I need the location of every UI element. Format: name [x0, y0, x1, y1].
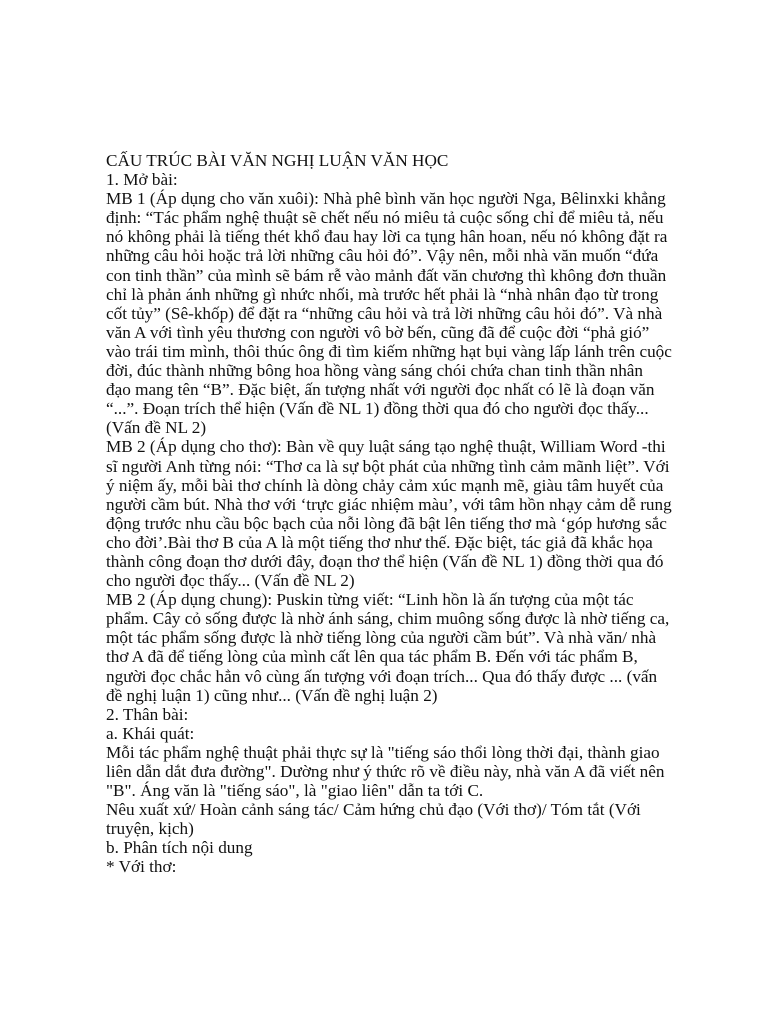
paragraph-khai-quat: Mỗi tác phẩm nghệ thuật phải thực sự là "tiếng sáo thổi lòng thời đại, thành giao liên dẫn dắt đưa đường". Dường như ý thức rõ về điều này, nhà văn A đã viết nên "B". Áng văn là "tiếng sáo", là "giao liên" dẫn ta tới C.	[106, 742, 665, 801]
paragraph-mb2-tho: MB 2 (Áp dụng cho thơ): Bàn về quy luật sáng tạo nghệ thuật, William Word -thi sĩ người Anh từng nói: “Thơ ca là sự bột phát của những tình cảm mãnh liệt”. Với ý niệm ấy, mỗi bài thơ chính là dòng chảy cảm xúc mạnh mẽ, giàu tâm huyết của người cầm bút. Nhà thơ với ‘trực giác nhiệm màu’, với tâm hồn nhạy cảm dễ rung động trước nhu cầu bộc bạch của nỗi lòng đã bật lên tiếng thơ mà ‘góp hương sắc cho đời’.Bài thơ B của A là một tiếng thơ như thế. Đặc biệt, tác giả đã khắc họa thành công đoạn thơ dưới đây, đoạn thơ thể hiện (Vấn đề NL 1) đồng thời qua đó cho người đọc thấy... (Vấn đề NL 2)	[106, 437, 672, 591]
heading-phan-tich: b. Phân tích nội dung	[106, 838, 253, 858]
document-title: CẤU TRÚC BÀI VĂN NGHỊ LUẬN VĂN HỌC	[106, 151, 449, 170]
document-page	[106, 151, 672, 877]
paragraph-mb1: MB 1 (Áp dụng cho văn xuôi): Nhà phê bình văn học người Nga, Bêlinxki khẳng định: “Tác phẩm nghệ thuật sẽ chết nếu nó miêu tả cuộc sống chỉ để miêu tả, nếu nó không phải là tiếng thét khổ đau hay lời ca tụng hân hoan, nếu nó không đặt ra những câu hỏi hoặc trả lời những câu hỏi đó”. Vậy nên, mỗi nhà văn muốn “đứa con tinh thần” của mình sẽ bám rễ vào mảnh đất văn chương thì không đơn thuần chỉ là phản ánh những gì nhức nhối, mà trước hết phải là “nhà nhân đạo từ trong cốt tủy” (Sê-khốp) để đặt ra “những câu hỏi và trả lời những câu hỏi đó”. Và nhà văn A với tình yêu thương con người vô bờ bến, cũng đã để cuộc đời “phả gió” vào trái tim mình, thôi thúc ông đi tìm kiếm những hạt bụi vàng lấp lánh trên cuộc đời, đúc thành những bông hoa hồng vàng sáng chói chứa chan tinh thần nhân đạo mang tên “B”. Đặc biệt, ấn tượng nhất với người đọc nhất có lẽ là đoạn văn “...”. Đoạn trích thể hiện (Vấn đề NL 1) đồng thời qua đó cho người đọc thấy... (Vấn đề NL 2)	[106, 189, 672, 438]
heading-mo-bai: 1. Mở bài:	[106, 170, 178, 190]
paragraph-mb2-chung: MB 2 (Áp dụng chung): Puskin từng viết: “Linh hồn là ấn tượng của một tác phẩm. Cây cỏ sống được là nhờ ánh sáng, chim muông sống được là nhờ tiếng ca, một tác phẩm sống được là nhờ tiếng lòng của người cầm bút”. Và nhà văn/ nhà thơ A đã để tiếng lòng của mình cất lên qua tác phẩm B. Đến với tác phẩm B, người đọc chắc hẳn vô cùng ấn tượng với đoạn trích... Qua đó thấy được ... (vấn đề nghị luận 1) cũng như... (Vấn đề nghị luận 2)	[106, 590, 670, 705]
heading-khai-quat: a. Khái quát:	[106, 723, 195, 743]
heading-voi-tho: * Với thơ:	[106, 857, 177, 877]
paragraph-xuat-xu: Nêu xuất xứ/ Hoàn cảnh sáng tác/ Cảm hứng chủ đạo (Với thơ)/ Tóm tắt (Với truyện, kịch)	[106, 800, 641, 839]
heading-than-bai: 2. Thân bài:	[106, 704, 189, 724]
